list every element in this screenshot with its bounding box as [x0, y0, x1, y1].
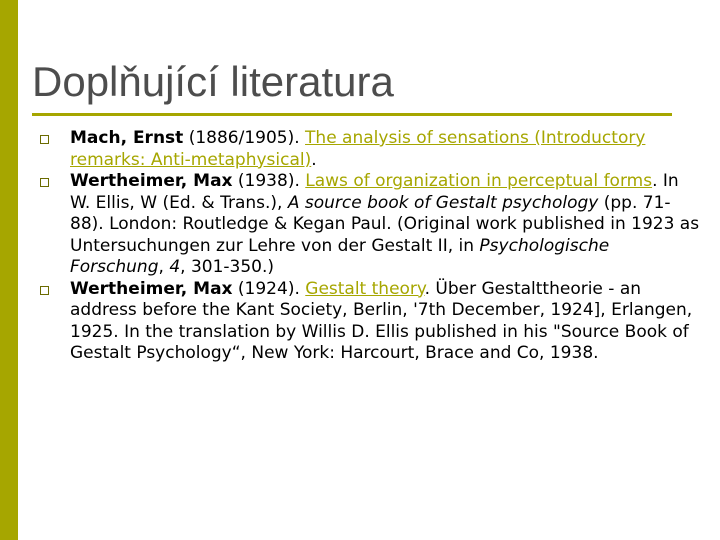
reference-journal: Psychologische Forschung [70, 235, 610, 277]
square-bullet-icon [40, 286, 49, 295]
reference-list [40, 128, 700, 365]
reference-volume: 4 [169, 257, 181, 277]
title-underline [32, 113, 672, 116]
side-accent-bar [0, 0, 18, 540]
reference-author: Mach, Ernst [70, 128, 184, 148]
reference-link[interactable]: The analysis of sensations (Introductory remarks: Anti-metaphysical) [70, 128, 646, 170]
slide-title: Doplňující literatura [32, 58, 394, 105]
reference-year: (1938). [232, 171, 306, 191]
reference-item-wertheimer-1938 [40, 171, 700, 279]
reference-text: , [158, 257, 170, 277]
reference-link[interactable]: Laws of organization in perceptual forms [305, 171, 653, 191]
reference-tail: . Über Gestalttheorie - an address before the Kant Society, Berlin, '7th December, 1924], Erlangen, 1925. In the translation by Willis D. Ellis published in his "Source Book of Gestalt Psychology“, New York: Harcourt, Brace and Co, 1938. [70, 278, 693, 363]
reference-year: (1886/1905). [183, 128, 306, 148]
reference-item-mach [40, 128, 700, 171]
reference-tail: . [311, 149, 317, 170]
reference-author: Wertheimer, Max [70, 171, 233, 191]
square-bullet-icon [40, 135, 49, 144]
reference-item-wertheimer-1924 [40, 279, 700, 365]
reference-book-title: A source book of Gestalt psychology [287, 192, 599, 213]
square-bullet-icon [40, 178, 49, 187]
reference-year: (1924). [232, 278, 306, 299]
reference-text: (pp. 71-88). London: Routledge & Kegan Paul. (Original work published in 1923 as Untersuchungen zur Lehre von der Gestalt II, in [70, 192, 700, 256]
reference-link[interactable]: Gestalt theory [305, 278, 425, 299]
reference-author: Wertheimer, Max [70, 278, 233, 299]
reference-text: . In W. Ellis, W (Ed. & Trans.), [70, 171, 679, 213]
reference-tail: , 301-350.) [180, 257, 275, 277]
